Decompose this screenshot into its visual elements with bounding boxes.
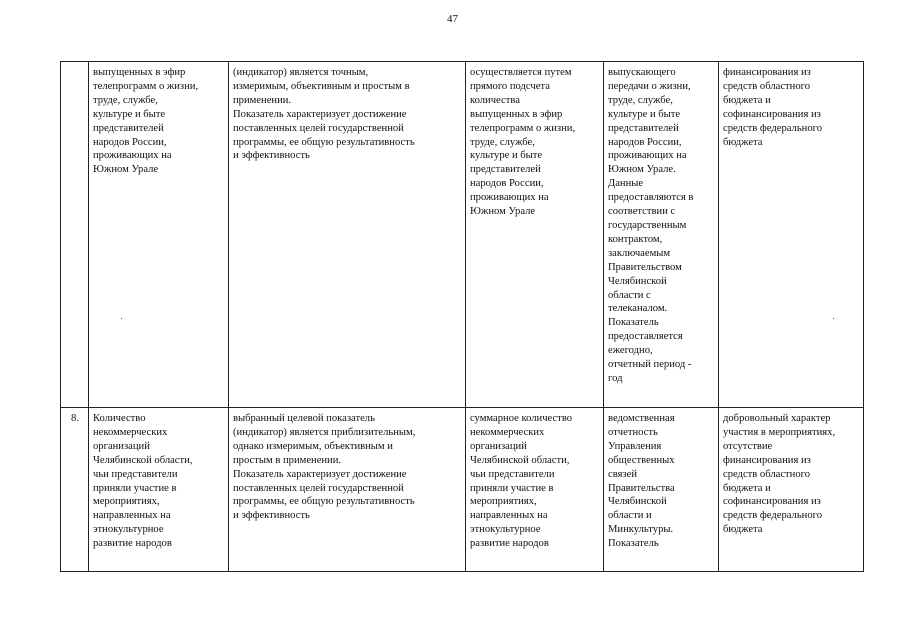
row-number-cell: 8. — [61, 408, 89, 572]
risk-factors-cell: добровольный характер участия в мероприятиях, отсутствие финансирования из средств областного бюджета и софинансирования из средств федерального бюджета — [719, 408, 864, 572]
scan-speck — [833, 318, 834, 319]
calculation-method-cell: осуществляется путем прямого подсчета количества выпущенных в эфир телепрограмм о жизни, труде, службе, культуре и быте представителей народов России, проживающих на Южном Урале — [466, 62, 604, 408]
table-row — [61, 62, 864, 408]
indicator-justification-cell: (индикатор) является точным, измеримым, объективным и простым в применении. Показатель характеризует достижение поставленных целей государственной программы, ее общую результативность и эффективность — [229, 62, 466, 408]
indicator-name-cell: выпущенных в эфир телепрограмм о жизни, труде, службе, культуре и быте представителей народов России, проживающих на Южном Урале — [89, 62, 229, 408]
indicator-justification-cell: выбранный целевой показатель (индикатор) является приблизительным, однако измеримым, объективным и простым в применении. Показатель характеризует достижение поставленных целей государственной программы, ее общую результативность и эффективность — [229, 408, 466, 572]
data-source-cell: выпускающего передачи о жизни, труде, службе, культуре и быте представителей народов России, проживающих на Южном Урале. Данные предоставляются в соответствии с государственным контрактом, заключаемым Правительством Челябинской области с телеканалом. Показатель предоставляется ежегодно, отчетный период - год — [604, 62, 719, 408]
risk-factors-cell: финансирования из средств областного бюджета и софинансирования из средств федерального бюджета — [719, 62, 864, 408]
indicator-table — [60, 61, 864, 572]
scan-speck — [121, 318, 122, 319]
page-number: 47 — [447, 13, 458, 25]
calculation-method-cell: суммарное количество некоммерческих организаций Челябинской области, чьи представители приняли участие в мероприятиях, направленных на этнокультурное развитие народов — [466, 408, 604, 572]
table-row — [61, 408, 864, 572]
indicator-name-cell: Количество некоммерческих организаций Челябинской области, чьи представители приняли участие в мероприятиях, направленных на этнокультурное развитие народов — [89, 408, 229, 572]
row-number-cell — [61, 62, 89, 408]
data-source-cell: ведомственная отчетность Управления общественных связей Правительства Челябинской области и Минкультуры. Показатель — [604, 408, 719, 572]
